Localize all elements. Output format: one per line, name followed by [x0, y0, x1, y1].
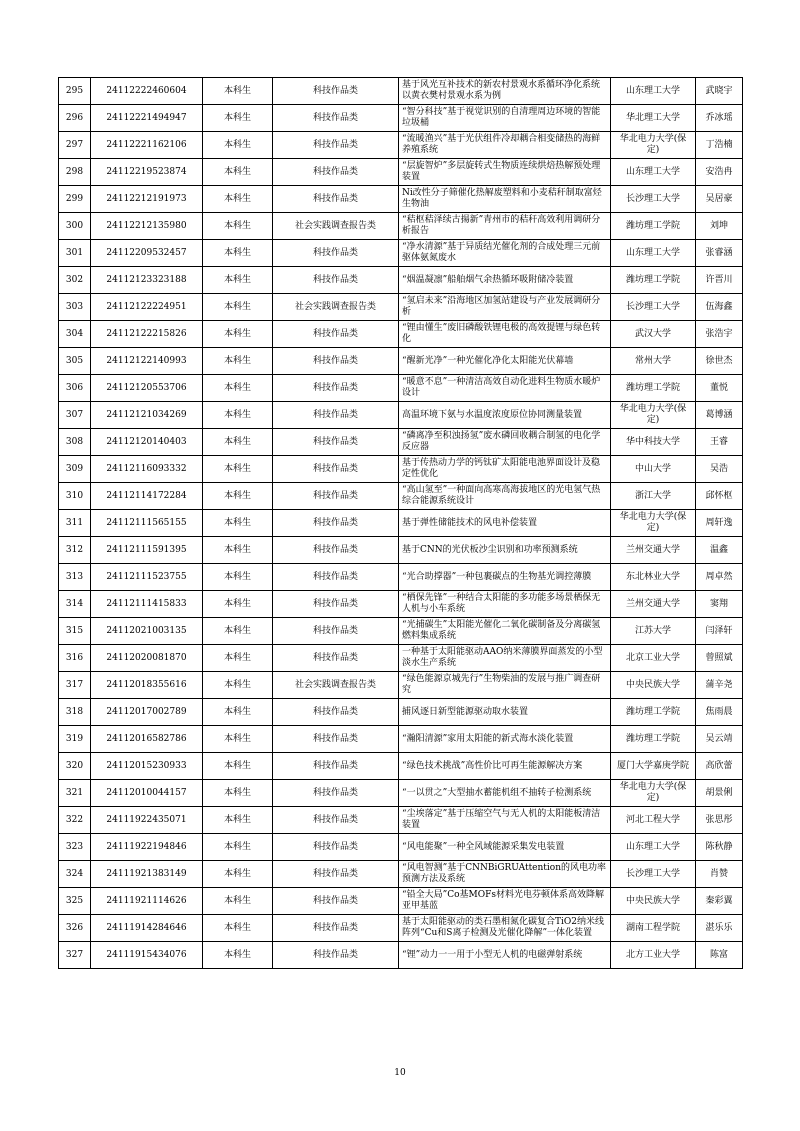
- school-name: 山东理工大学: [611, 159, 696, 186]
- author-name: 陈富: [696, 942, 743, 969]
- row-number: 306: [59, 375, 91, 402]
- project-name: “磷离净至积浊扬氢”废水磷回收耦合制氢的电化学反应器: [399, 429, 611, 456]
- row-number: 297: [59, 132, 91, 159]
- project-name: 基于传热动力学的钙钛矿太阳能电池界面设计及稳定性优化: [399, 456, 611, 483]
- entry-id: 24112017002789: [91, 699, 203, 726]
- row-number: 304: [59, 321, 91, 348]
- table-row: [59, 429, 743, 456]
- row-number: 296: [59, 105, 91, 132]
- student-level: 本科生: [203, 807, 273, 834]
- row-number: 311: [59, 510, 91, 537]
- entry-id: 24112121034269: [91, 402, 203, 429]
- school-name: 潍坊理工学院: [611, 726, 696, 753]
- row-number: 321: [59, 780, 91, 807]
- author-name: 吴浩: [696, 456, 743, 483]
- row-number: 295: [59, 78, 91, 105]
- entry-id: 24112219523874: [91, 159, 203, 186]
- entry-id: 24112020081870: [91, 645, 203, 672]
- row-number: 314: [59, 591, 91, 618]
- entry-category: 科技作品类: [273, 510, 399, 537]
- student-level: 本科生: [203, 834, 273, 861]
- project-name: “光合助撑器”一种包裹碳点的生物基光调控薄膜: [399, 564, 611, 591]
- school-name: 中山大学: [611, 456, 696, 483]
- row-number: 308: [59, 429, 91, 456]
- school-name: 兰州交通大学: [611, 591, 696, 618]
- table-row: [59, 321, 743, 348]
- school-name: 长沙理工大学: [611, 294, 696, 321]
- entry-category: 科技作品类: [273, 861, 399, 888]
- author-name: 焦雨晨: [696, 699, 743, 726]
- entry-id: 24111914284646: [91, 915, 203, 942]
- student-level: 本科生: [203, 753, 273, 780]
- project-name: Ni改性分子筛催化热解废塑料和小麦秸秆制取富烃生物油: [399, 186, 611, 213]
- row-number: 300: [59, 213, 91, 240]
- table-row: [59, 267, 743, 294]
- entry-category: 社会实践调查报告类: [273, 213, 399, 240]
- entry-category: 科技作品类: [273, 645, 399, 672]
- author-name: 曾照斌: [696, 645, 743, 672]
- row-number: 303: [59, 294, 91, 321]
- table-row: [59, 132, 743, 159]
- project-name: 捕风逐日新型能源驱动取水装置: [399, 699, 611, 726]
- student-level: 本科生: [203, 537, 273, 564]
- entry-id: 24112222460604: [91, 78, 203, 105]
- entry-id: 24111921114626: [91, 888, 203, 915]
- school-name: 华北电力大学(保定): [611, 402, 696, 429]
- row-number: 299: [59, 186, 91, 213]
- student-level: 本科生: [203, 780, 273, 807]
- table-row: [59, 213, 743, 240]
- table-row: [59, 807, 743, 834]
- school-name: 潍坊理工学院: [611, 375, 696, 402]
- row-number: 307: [59, 402, 91, 429]
- student-level: 本科生: [203, 483, 273, 510]
- row-number: 323: [59, 834, 91, 861]
- entry-id: 24112114172284: [91, 483, 203, 510]
- author-name: 张浩宇: [696, 321, 743, 348]
- author-name: 张思彤: [696, 807, 743, 834]
- student-level: 本科生: [203, 726, 273, 753]
- entry-id: 24112122224951: [91, 294, 203, 321]
- school-name: 长沙理工大学: [611, 861, 696, 888]
- table-row: [59, 159, 743, 186]
- entry-category: 科技作品类: [273, 483, 399, 510]
- school-name: 华北理工大学: [611, 105, 696, 132]
- entry-id: 24112016582786: [91, 726, 203, 753]
- table-row: [59, 861, 743, 888]
- author-name: 武晓宇: [696, 78, 743, 105]
- entry-category: 科技作品类: [273, 699, 399, 726]
- entry-id: 24111915434076: [91, 942, 203, 969]
- author-name: 温鑫: [696, 537, 743, 564]
- table-row: [59, 510, 743, 537]
- row-number: 325: [59, 888, 91, 915]
- entry-id: 24112212191973: [91, 186, 203, 213]
- author-name: 蒲辛尧: [696, 672, 743, 699]
- table-row: [59, 888, 743, 915]
- row-number: 320: [59, 753, 91, 780]
- student-level: 本科生: [203, 861, 273, 888]
- table-row: [59, 780, 743, 807]
- school-name: 华北电力大学(保定): [611, 132, 696, 159]
- entry-category: 科技作品类: [273, 186, 399, 213]
- student-level: 本科生: [203, 294, 273, 321]
- table-row: [59, 402, 743, 429]
- project-name: “流暖渔兴”基于光伏组件冷却耦合相变储热的海鲜养殖系统: [399, 132, 611, 159]
- author-name: 吴云靖: [696, 726, 743, 753]
- school-name: 中央民族大学: [611, 888, 696, 915]
- entry-category: 科技作品类: [273, 456, 399, 483]
- entry-id: 24112015230933: [91, 753, 203, 780]
- project-name: 基于弹性储能技术的风电补偿装置: [399, 510, 611, 537]
- author-name: 陈秋静: [696, 834, 743, 861]
- project-name: “锂”动力一一用于小型无人机的电磁弹射系统: [399, 942, 611, 969]
- entry-category: 科技作品类: [273, 429, 399, 456]
- table-row: [59, 942, 743, 969]
- student-level: 本科生: [203, 564, 273, 591]
- project-name: 基于太阳能驱动的类石墨相氮化碳复合TiO2纳米线阵列“Cu和S离子检测及光催化降解”一体化装置: [399, 915, 611, 942]
- author-name: 肖赞: [696, 861, 743, 888]
- entry-id: 24112018355616: [91, 672, 203, 699]
- student-level: 本科生: [203, 942, 273, 969]
- entry-id: 24111922435071: [91, 807, 203, 834]
- entry-category: 科技作品类: [273, 726, 399, 753]
- row-number: 315: [59, 618, 91, 645]
- table-row: [59, 645, 743, 672]
- entry-id: 24112120140403: [91, 429, 203, 456]
- school-name: 北方工业大学: [611, 942, 696, 969]
- entry-category: 科技作品类: [273, 375, 399, 402]
- project-name: “光捕碳生”太阳能光催化二氧化碳制备及分离碳氢燃料集成系统: [399, 618, 611, 645]
- entry-category: 科技作品类: [273, 321, 399, 348]
- row-number: 324: [59, 861, 91, 888]
- entry-category: 科技作品类: [273, 159, 399, 186]
- table-row: [59, 456, 743, 483]
- author-name: 张睿涵: [696, 240, 743, 267]
- school-name: 潍坊理工学院: [611, 267, 696, 294]
- table-row: [59, 564, 743, 591]
- table-row: [59, 726, 743, 753]
- table-row: [59, 537, 743, 564]
- entry-id: 24112209532457: [91, 240, 203, 267]
- student-level: 本科生: [203, 888, 273, 915]
- author-name: 闫泽轩: [696, 618, 743, 645]
- student-level: 本科生: [203, 132, 273, 159]
- award-table: [58, 77, 743, 969]
- student-level: 本科生: [203, 375, 273, 402]
- student-level: 本科生: [203, 78, 273, 105]
- row-number: 309: [59, 456, 91, 483]
- table-row: [59, 915, 743, 942]
- entry-category: 科技作品类: [273, 267, 399, 294]
- student-level: 本科生: [203, 240, 273, 267]
- project-name: “氢启未来”沿海地区加氢站建设与产业发展调研分析: [399, 294, 611, 321]
- row-number: 312: [59, 537, 91, 564]
- project-name: “铅全大局”Co基MOFs材料光电芬顿体系高效降解亚甲基蓝: [399, 888, 611, 915]
- author-name: 王睿: [696, 429, 743, 456]
- entry-id: 24112010044157: [91, 780, 203, 807]
- school-name: 中央民族大学: [611, 672, 696, 699]
- school-name: 江苏大学: [611, 618, 696, 645]
- table-row: [59, 699, 743, 726]
- student-level: 本科生: [203, 186, 273, 213]
- entry-category: 科技作品类: [273, 780, 399, 807]
- student-level: 本科生: [203, 591, 273, 618]
- entry-category: 科技作品类: [273, 564, 399, 591]
- table-row: [59, 591, 743, 618]
- table-row: [59, 186, 743, 213]
- table-body: [59, 78, 743, 969]
- table-row: [59, 618, 743, 645]
- entry-id: 24112111565155: [91, 510, 203, 537]
- author-name: 葛博涵: [696, 402, 743, 429]
- row-number: 317: [59, 672, 91, 699]
- author-name: 高欣蕾: [696, 753, 743, 780]
- school-name: 潍坊理工学院: [611, 699, 696, 726]
- author-name: 丁浩楠: [696, 132, 743, 159]
- school-name: 山东理工大学: [611, 834, 696, 861]
- entry-id: 24112123323188: [91, 267, 203, 294]
- school-name: 华北电力大学(保定): [611, 780, 696, 807]
- row-number: 305: [59, 348, 91, 375]
- project-name: “高山氢至”一种面向高寒高海拔地区的光电氢气热综合能源系统设计: [399, 483, 611, 510]
- school-name: 东北林业大学: [611, 564, 696, 591]
- project-name: “醒新光净”一种光催化净化太阳能光伏幕墙: [399, 348, 611, 375]
- entry-id: 24112122215826: [91, 321, 203, 348]
- entry-category: 科技作品类: [273, 348, 399, 375]
- project-name: “绿色技术挑战”高性价比可再生能源解决方案: [399, 753, 611, 780]
- student-level: 本科生: [203, 348, 273, 375]
- project-name: “尘埃落定”基于压缩空气与无人机的太阳能板清洁装置: [399, 807, 611, 834]
- school-name: 浙江大学: [611, 483, 696, 510]
- school-name: 常州大学: [611, 348, 696, 375]
- table-row: [59, 240, 743, 267]
- author-name: 董悦: [696, 375, 743, 402]
- row-number: 326: [59, 915, 91, 942]
- author-name: 徐世杰: [696, 348, 743, 375]
- row-number: 322: [59, 807, 91, 834]
- student-level: 本科生: [203, 510, 273, 537]
- school-name: 长沙理工大学: [611, 186, 696, 213]
- table-row: [59, 483, 743, 510]
- project-name: 一种基于太阳能驱动AAO纳米薄膜界面蒸发的小型淡水生产系统: [399, 645, 611, 672]
- project-name: 基于CNN的光伏板沙尘识别和功率预测系统: [399, 537, 611, 564]
- entry-category: 科技作品类: [273, 618, 399, 645]
- project-name: 基于风光互补技术的新农村景观水系循环净化系统以黄衣樊村景观水系为例: [399, 78, 611, 105]
- entry-category: 社会实践调查报告类: [273, 672, 399, 699]
- row-number: 318: [59, 699, 91, 726]
- row-number: 302: [59, 267, 91, 294]
- school-name: 河北工程大学: [611, 807, 696, 834]
- school-name: 湖南工程学院: [611, 915, 696, 942]
- student-level: 本科生: [203, 105, 273, 132]
- page-number: 10: [394, 1068, 406, 1078]
- entry-category: 科技作品类: [273, 753, 399, 780]
- entry-id: 24111922194846: [91, 834, 203, 861]
- project-name: “层旋智炉”多层旋转式生物质连续烘焙热解预处理装置: [399, 159, 611, 186]
- entry-category: 科技作品类: [273, 402, 399, 429]
- author-name: 邱怀枢: [696, 483, 743, 510]
- table-row: [59, 348, 743, 375]
- entry-category: 科技作品类: [273, 105, 399, 132]
- author-name: 安浩冉: [696, 159, 743, 186]
- author-name: 胡景俐: [696, 780, 743, 807]
- table-row: [59, 105, 743, 132]
- project-name: “绿色能源京城先行”生物柴油的发展与推广调查研究: [399, 672, 611, 699]
- author-name: 吴居豪: [696, 186, 743, 213]
- student-level: 本科生: [203, 213, 273, 240]
- row-number: 313: [59, 564, 91, 591]
- row-number: 327: [59, 942, 91, 969]
- entry-category: 科技作品类: [273, 834, 399, 861]
- school-name: 华北电力大学(保定): [611, 510, 696, 537]
- entry-id: 24112221494947: [91, 105, 203, 132]
- student-level: 本科生: [203, 321, 273, 348]
- author-name: 周轩逸: [696, 510, 743, 537]
- table-row: [59, 672, 743, 699]
- author-name: 许晋川: [696, 267, 743, 294]
- student-level: 本科生: [203, 456, 273, 483]
- entry-category: 科技作品类: [273, 240, 399, 267]
- table-row: [59, 78, 743, 105]
- project-name: “暖意不息”一种清洁高效自动化进料生物质水暖炉设计: [399, 375, 611, 402]
- entry-id: 24112116093332: [91, 456, 203, 483]
- entry-category: 科技作品类: [273, 942, 399, 969]
- entry-category: 科技作品类: [273, 78, 399, 105]
- student-level: 本科生: [203, 699, 273, 726]
- row-number: 319: [59, 726, 91, 753]
- entry-id: 24112111523755: [91, 564, 203, 591]
- project-name: “净水清源”基于异质结光催化剂的合成处理三元前驱体氨氮废水: [399, 240, 611, 267]
- school-name: 山东理工大学: [611, 240, 696, 267]
- school-name: 兰州交通大学: [611, 537, 696, 564]
- author-name: 秦彩翼: [696, 888, 743, 915]
- school-name: 山东理工大学: [611, 78, 696, 105]
- entry-id: 24112111591395: [91, 537, 203, 564]
- school-name: 北京工业大学: [611, 645, 696, 672]
- project-name: “一以贯之”大型抽水蓄能机组不抽转子检测系统: [399, 780, 611, 807]
- project-name: “风电智测”基于CNNBiGRUAttention的风电功率预测方法及系统: [399, 861, 611, 888]
- school-name: 潍坊理工学院: [611, 213, 696, 240]
- author-name: 刘坤: [696, 213, 743, 240]
- entry-category: 社会实践调查报告类: [273, 294, 399, 321]
- entry-id: 24112120553706: [91, 375, 203, 402]
- project-name: “秸枢秸泽续古揚新”青州市的秸秆高效利用调研分析报告: [399, 213, 611, 240]
- school-name: 武汉大学: [611, 321, 696, 348]
- entry-category: 科技作品类: [273, 132, 399, 159]
- entry-category: 科技作品类: [273, 537, 399, 564]
- entry-category: 科技作品类: [273, 915, 399, 942]
- project-name: “风电能聚”一种全风域能源采集发电装置: [399, 834, 611, 861]
- project-name: “烟温凝凛”船舶烟气余热循环吸附储冷装置: [399, 267, 611, 294]
- author-name: 湛乐乐: [696, 915, 743, 942]
- entry-id: 24112021003135: [91, 618, 203, 645]
- author-name: 乔冰瑶: [696, 105, 743, 132]
- entry-id: 24112221162106: [91, 132, 203, 159]
- entry-id: 24112122140993: [91, 348, 203, 375]
- student-level: 本科生: [203, 159, 273, 186]
- project-name: 高温环境下氨与水温度浓度原位协同测量装置: [399, 402, 611, 429]
- project-name: “栖保先锋”一种结合太阳能的多功能多场景栖保无人机与小车系统: [399, 591, 611, 618]
- table-row: [59, 294, 743, 321]
- row-number: 316: [59, 645, 91, 672]
- entry-id: 24112111415833: [91, 591, 203, 618]
- student-level: 本科生: [203, 267, 273, 294]
- entry-id: 24111921383149: [91, 861, 203, 888]
- student-level: 本科生: [203, 672, 273, 699]
- author-name: 窦翔: [696, 591, 743, 618]
- author-name: 伍海鑫: [696, 294, 743, 321]
- student-level: 本科生: [203, 429, 273, 456]
- entry-category: 科技作品类: [273, 591, 399, 618]
- project-name: “锂由懂生”废旧磷酸铁锂电极的高效提锂与绿色转化: [399, 321, 611, 348]
- student-level: 本科生: [203, 645, 273, 672]
- project-name: “瀚阳清源”家用太阳能的新式海水淡化装置: [399, 726, 611, 753]
- school-name: 厦门大学嘉庚学院: [611, 753, 696, 780]
- entry-category: 科技作品类: [273, 888, 399, 915]
- student-level: 本科生: [203, 618, 273, 645]
- student-level: 本科生: [203, 402, 273, 429]
- table-row: [59, 375, 743, 402]
- entry-category: 科技作品类: [273, 807, 399, 834]
- row-number: 298: [59, 159, 91, 186]
- row-number: 301: [59, 240, 91, 267]
- table-row: [59, 834, 743, 861]
- row-number: 310: [59, 483, 91, 510]
- student-level: 本科生: [203, 915, 273, 942]
- table-row: [59, 753, 743, 780]
- author-name: 周卓然: [696, 564, 743, 591]
- project-name: “智分科技”基于视觉识别的自清理周边环境的智能垃圾桶: [399, 105, 611, 132]
- entry-id: 24112212135980: [91, 213, 203, 240]
- school-name: 华中科技大学: [611, 429, 696, 456]
